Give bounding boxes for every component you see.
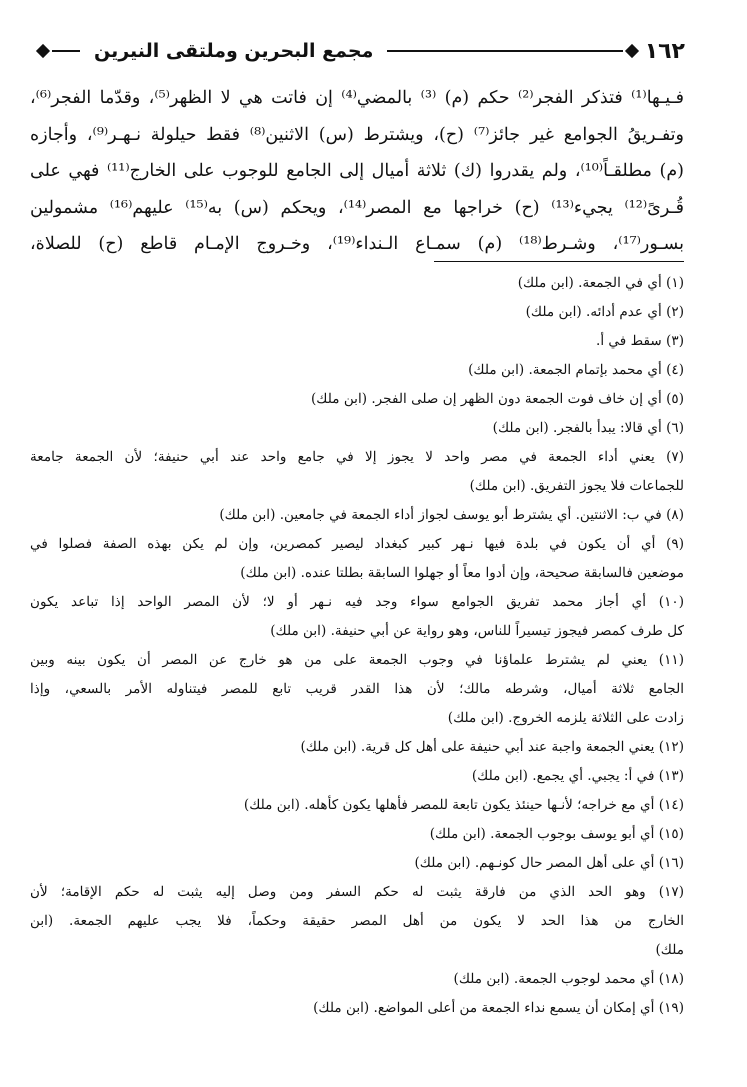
footnote-line: (١٢) يعني الجمعة واجبة عند أبي حنيفة على أهل كل قرية. (ابن ملك): [300, 739, 684, 755]
footnote: [30, 733, 684, 762]
footnote-line: (١) أي في الجمعة. (ابن ملك): [517, 275, 684, 291]
footnote-line: (٣) سقط في أ.: [596, 333, 684, 349]
footnotes: [30, 269, 684, 1023]
footnote-line: (١٨) أي محمد لوجوب الجمعة. (ابن ملك): [453, 971, 684, 987]
header-ornament-left: [36, 44, 50, 58]
footnote-line: (١٣) في أ: يجبي. أي يجمع. (ابن ملك): [471, 768, 684, 784]
footnote-line: كل طرف كمصر فيجوز تيسيراً للناس، وهو رواية عن أبي حنيفة. (ابن ملك): [270, 623, 684, 639]
running-header: [38, 34, 685, 68]
footnote: [30, 269, 684, 298]
footnote-line: (١٧) وهو الحد الذي من فارقة يثبت له حكم السفر ومن وصل إليه يثبت له حكم الإقامة؛ لأن: [30, 884, 684, 900]
footnote-line: (٩) أي أن يكون في بلدة فيها نـهر كبير كبغداد ليصير كمصرين، وإن لم يكن بهذه الصفة فصلوا في: [30, 536, 684, 552]
footnote-line: (٢) أي عدم أدائه. (ابن ملك): [525, 304, 684, 320]
main-text-line: (م) مطلقـاً⁽¹⁰⁾، ولم يقدروا (ك) ثلاثة أميال إلى الجامع للوجوب على الخارج⁽¹¹⁾ فهي على: [30, 161, 684, 181]
footnote-line: زادت على الثلاثة يلزمه الخروج. (ابن ملك): [447, 710, 684, 726]
footnote-line: ملك): [655, 942, 684, 958]
footnote: [30, 298, 684, 327]
footnote-line: للجماعات فلا يجوز التفريق. (ابن ملك): [469, 478, 684, 494]
footnote: [30, 646, 684, 733]
main-text-line: بسـور⁽¹⁷⁾، وشـرط⁽¹⁸⁾ (م) سمـاع الـنداء⁽¹⁹⁾، وخـروج الإمـام قاطع (ح) للصلاة،: [30, 234, 684, 254]
footnote: [30, 994, 684, 1023]
footnote-line: (١٩) أي إمكان أن يسمع نداء الجمعة من أعلى المواضع. (ابن ملك): [313, 1000, 684, 1016]
main-text-line: وتفـريقُ الجوامع غير جائز⁽⁷⁾ (ح)، ويشترط (س) الاثنين⁽⁸⁾ فقط حيلولة نـهـر⁽⁹⁾، وأجازه: [30, 124, 685, 145]
footnote: [30, 327, 684, 356]
footnote-line: الخارج من هذا الحد لا يكون من أهل المصر حقيقة وحكماً، فلا يجب عليهم الجمعة. (ابن: [30, 913, 684, 929]
book-title: مجمع البحرين وملتقى النيرين: [94, 40, 374, 62]
main-text: [30, 80, 684, 263]
main-text-line: فـيـها⁽¹⁾ فتذكر الفجر⁽²⁾ حكم (م) ⁽³⁾ بالمضي⁽⁴⁾ إن فاتت هي لا الظهر⁽⁵⁾، وقدّما الفجر⁽⁶⁾،: [30, 88, 685, 108]
header-ornament-right: [625, 44, 639, 58]
header-rule-left: [52, 50, 80, 52]
footnote-line: (٨) في ب: الاثنتين. أي يشترط أبو يوسف لجواز أداء الجمعة في جامعين. (ابن ملك): [219, 507, 684, 523]
footnote-line: (٥) أي إن خاف فوت الجمعة دون الظهر إن صلى الفجر. (ابن ملك): [310, 391, 684, 407]
footnote: [30, 878, 684, 965]
footnote: [30, 356, 684, 385]
footnote: [30, 385, 684, 414]
page-number: ١٦٢: [644, 38, 685, 64]
footnote: [30, 849, 684, 878]
footnote-line: (٦) أي قالا: يبدأ بالفجر. (ابن ملك): [492, 420, 684, 436]
footnote: [30, 443, 684, 501]
header-rule-right: [387, 50, 622, 52]
footnote-line: (١١) يعني لم يشترط علماؤنا في وجوب الجمعة على من هو خارج عن المصر أن يكون بينه وبين: [30, 652, 684, 668]
footnote-line: (١٤) أي مع خراجه؛ لأنـها حينئذ يكون تابعة للمصر فأهلها يكون كأهله. (ابن ملك): [243, 797, 684, 813]
footnote: [30, 501, 684, 530]
footnote-line: الجامع ثلاثة أميال، وشرطه مالك؛ لأن هذا القدر قريب تابع للمصر فيتناوله الأمر بالسعي، وإذا: [30, 681, 684, 697]
footnote: [30, 791, 684, 820]
footnote: [30, 530, 684, 588]
footnote-line: (١٥) أي أبو يوسف بوجوب الجمعة. (ابن ملك): [429, 826, 684, 842]
footnote: [30, 762, 684, 791]
footnote: [30, 414, 684, 443]
footnote: [30, 588, 684, 646]
footnote-line: (٧) يعني أداء الجمعة في مصر واحد لا يجوز إلا في جامع واحد عند أبي حنيفة؛ لأن الجمعة جامعة: [30, 449, 684, 465]
footnote-line: (١٦) أي على أهل المصر حال كونـهم. (ابن ملك): [414, 855, 684, 871]
footnote: [30, 820, 684, 849]
main-text-line: قُـرىً⁽¹²⁾ يجيء⁽¹³⁾ (ح) خراجها مع المصر⁽¹⁴⁾، ويحكم (س) به⁽¹⁵⁾ عليهم⁽¹⁶⁾ مشمولين: [30, 197, 684, 218]
footnote-separator: [434, 261, 684, 262]
footnote-line: (١٠) أي أجاز محمد تفريق الجوامع سواء وجد فيه نـهر أو لا؛ لأن المصر الواحد إذا تباعد يكون: [30, 594, 684, 610]
footnote-line: (٤) أي محمد بإتمام الجمعة. (ابن ملك): [468, 362, 684, 378]
footnote-line: موضعين فالسابقة صحيحة، وإن أدوا معاً أو جهلوا السابقة بطلتا عنده. (ابن ملك): [240, 565, 684, 581]
footnote: [30, 965, 684, 994]
